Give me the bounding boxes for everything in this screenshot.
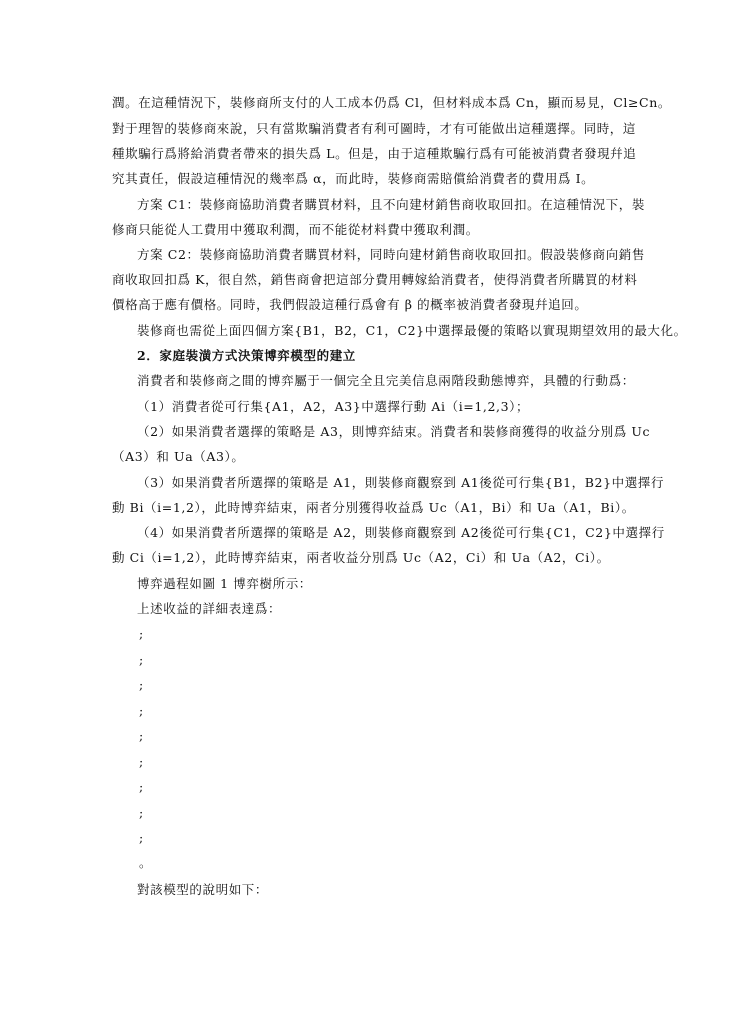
paragraph-line: 究其責任，假設這種情況的幾率爲 α，而此時，裝修商需賠償給消費者的費用爲 I。 [112, 171, 595, 186]
paragraph-line: 上述收益的詳細表達爲： [137, 601, 282, 616]
formula-placeholder: ; [139, 626, 144, 641]
paragraph-line: 修商只能從人工費用中獲取利潤，而不能從材料費中獲取利潤。 [112, 222, 479, 237]
formula-placeholder: ; [139, 754, 144, 769]
paragraph-line: 動 Bi（i=1,2），此時博弈結束，兩者分別獲得收益爲 Uc（A1，Bi）和 Ua（A1，Bi）。 [112, 500, 635, 515]
formula-placeholder: ; [139, 779, 144, 794]
paragraph-line: （A3）和 Ua（A3）。 [112, 449, 245, 464]
section-heading: 2．家庭裝潢方式決策博弈模型的建立 [137, 348, 356, 363]
paragraph-line: 消費者和裝修商之間的博弈屬于一個完全且完美信息兩階段動態博弈，具體的行動爲： [137, 373, 635, 388]
formula-placeholder: ; [139, 805, 144, 820]
list-item: （4）如果消費者所選擇的策略是 A2，則裝修商觀察到 A2後從可行集{C1，C2}中選擇行 [137, 525, 665, 540]
paragraph-line: 種欺騙行爲將給消費者帶來的損失爲 L。但是，由于這種欺騙行爲有可能被消費者發現幷追 [112, 146, 637, 161]
paragraph-line: 潤。在這種情況下，裝修商所支付的人工成本仍爲 Cl，但材料成本爲 Cn，顯而易見，Cl≥Cn。 [112, 95, 671, 110]
paragraph-line: 裝修商也需從上面四個方案{B1，B2，C1，C2}中選擇最優的策略以實現期望效用的最大化。 [137, 323, 687, 338]
formula-placeholder: ; [139, 677, 144, 692]
formula-placeholder: ; [139, 703, 144, 718]
formula-placeholder: ; [139, 728, 144, 743]
formula-placeholder: ; [139, 830, 144, 845]
list-item: （2）如果消費者選擇的策略是 A3，則博弈結束。消費者和裝修商獲得的收益分別爲 Uc [137, 424, 651, 439]
formula-placeholder: 。 [139, 855, 152, 870]
paragraph-line: 商收取回扣爲 K，很自然，銷售商會把這部分費用轉嫁給消費者，使得消費者所購買的材料 [112, 272, 638, 287]
paragraph-line: 價格高于應有價格。同時，我們假設這種行爲會有 β 的概率被消費者發現幷追回。 [112, 297, 588, 312]
paragraph-line: 博弈過程如圖 1 博弈樹所示： [137, 576, 312, 591]
paragraph-line: 動 Ci（i=1,2），此時博弈結束，兩者收益分別爲 Uc（A2，Ci）和 Ua（A2，Ci）。 [112, 550, 610, 565]
paragraph-line: 對于理智的裝修商來說，只有當欺騙消費者有利可圖時，才有可能做出這種選擇。同時，這 [112, 121, 637, 136]
list-item: （3）如果消費者所選擇的策略是 A1，則裝修商觀察到 A1後從可行集{B1，B2}中選擇行 [137, 475, 665, 490]
paragraph-line: 對該模型的說明如下： [137, 882, 269, 897]
formula-placeholder: ; [139, 652, 144, 667]
paragraph-line: 方案 C1：裝修商協助消費者購買材料，且不向建材銷售商收取回扣。在這種情況下，裝 [137, 197, 645, 212]
list-item: （1）消費者從可行集{A1，A2，A3}中選擇行動 Ai（i=1,2,3）； [137, 399, 530, 414]
paragraph-line: 方案 C2：裝修商協助消費者購買材料，同時向建材銷售商收取回扣。假設裝修商向銷售 [137, 247, 645, 262]
